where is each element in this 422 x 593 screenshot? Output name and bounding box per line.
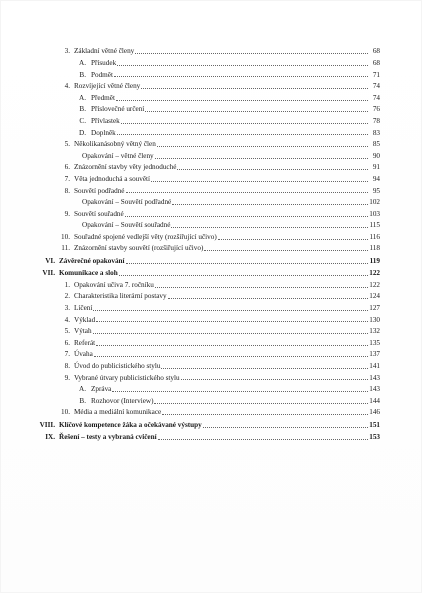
toc-entry-number: 10. xyxy=(61,232,70,241)
toc-entry-title xyxy=(20,176,151,183)
toc-entry-number: B. xyxy=(79,396,86,405)
toc-entry-label: Přívlastek xyxy=(91,116,120,125)
toc-entry-number: 10. xyxy=(61,408,70,417)
toc-entry-label: Znázornění stavby věty jednoduché xyxy=(74,163,177,172)
toc-entry-title xyxy=(20,258,126,265)
toc-entry-label: Zpráva xyxy=(91,385,112,394)
toc-entry-title xyxy=(20,363,161,370)
toc-entry-label: Příslovečné určení xyxy=(91,105,145,114)
toc-entry-title xyxy=(20,351,94,358)
toc-entry-title xyxy=(20,130,117,137)
dot-leader xyxy=(181,379,368,380)
toc-entry-number: VI. xyxy=(45,256,55,265)
dot-leader xyxy=(135,53,368,54)
toc-entry-page-number: 137 xyxy=(369,350,380,359)
toc-entry-number: 11. xyxy=(61,244,70,253)
toc-entry-title xyxy=(20,270,119,277)
toc-entry-label: Rozhovor (Interview) xyxy=(91,396,154,405)
toc-entry-title xyxy=(20,305,93,312)
toc-entry[interactable] xyxy=(20,312,380,324)
toc-entry-number: 8. xyxy=(64,186,70,195)
toc-entry[interactable] xyxy=(20,417,380,429)
toc-entry-label: Charakteristika literární postavy xyxy=(74,292,167,301)
toc-entry-title xyxy=(20,245,204,252)
toc-entry-label: Závěrečné opakování xyxy=(59,256,125,265)
toc-entry-number: A. xyxy=(79,58,86,67)
toc-entry-number: 9. xyxy=(64,373,70,382)
toc-entry-label: Média a mediální komunikace xyxy=(74,408,162,417)
toc-entry-page-number: 68 xyxy=(372,47,380,56)
toc-entry-title xyxy=(20,95,116,102)
toc-entry-number: A. xyxy=(79,385,86,394)
toc-entry-title xyxy=(20,398,154,405)
dot-leader xyxy=(177,169,368,170)
toc-entry-number: 6. xyxy=(64,163,70,172)
toc-entry[interactable] xyxy=(20,230,380,242)
toc-entry-title xyxy=(20,164,177,171)
toc-entry-title xyxy=(20,141,157,148)
dot-leader xyxy=(203,427,368,428)
toc-entry-title xyxy=(20,83,141,90)
toc-entry-number: VII. xyxy=(42,269,55,278)
toc-entry-page-number: 141 xyxy=(369,362,380,371)
toc-entry-number: 2. xyxy=(64,292,70,301)
toc-entry-label: Znázornění stavby souvětí (rozšiřující učivo) xyxy=(74,244,204,253)
toc-entry[interactable] xyxy=(20,148,380,160)
toc-entry-label: Souřadné spojené vedlejší věty (rozšiřující učivo) xyxy=(74,232,217,241)
toc-entry[interactable] xyxy=(20,206,380,218)
toc-entry-title xyxy=(20,340,96,347)
toc-entry[interactable] xyxy=(20,393,380,405)
toc-entry-page-number: 132 xyxy=(369,327,380,336)
toc-entry-number: VIII. xyxy=(39,420,55,429)
toc-entry-page-number: 74 xyxy=(372,82,380,91)
toc-entry-title xyxy=(20,222,171,229)
dot-leader xyxy=(114,76,368,77)
toc-entry-page-number: 78 xyxy=(372,116,380,125)
toc-entry-number: 4. xyxy=(64,82,70,91)
dot-leader xyxy=(162,414,368,415)
toc-entry-page-number: 103 xyxy=(369,209,380,218)
toc-entry-number: 7. xyxy=(64,174,70,183)
toc-entry-label: Opakování – Souvětí podřadné xyxy=(82,198,172,207)
toc-entry-page-number: 68 xyxy=(372,58,380,67)
table-of-contents xyxy=(20,44,380,441)
dot-leader xyxy=(155,158,368,159)
toc-entry-title xyxy=(20,282,155,289)
toc-entry-page-number: 122 xyxy=(369,280,380,289)
toc-entry-label: Opakování – Souvětí souřadné xyxy=(82,221,171,230)
toc-entry[interactable] xyxy=(20,301,380,313)
dot-leader xyxy=(93,310,368,311)
dot-leader xyxy=(117,134,368,135)
toc-entry-label: Věta jednoduchá a souvětí xyxy=(74,174,151,183)
toc-entry-page-number: 95 xyxy=(372,186,380,195)
toc-entry-page-number: 91 xyxy=(372,163,380,172)
toc-entry[interactable] xyxy=(20,79,380,91)
dot-leader xyxy=(172,204,368,205)
dot-leader xyxy=(157,146,368,147)
toc-entry-title xyxy=(20,375,181,382)
dot-leader xyxy=(145,111,368,112)
dot-leader xyxy=(121,123,368,124)
toc-entry-page-number: 122 xyxy=(369,269,380,278)
toc-entry-page-number: 85 xyxy=(372,140,380,149)
toc-entry-number: 1. xyxy=(64,280,70,289)
toc-entry[interactable] xyxy=(20,67,380,79)
dot-leader xyxy=(117,65,368,66)
dot-leader xyxy=(204,250,368,251)
toc-entry-page-number: 116 xyxy=(369,232,380,241)
toc-entry[interactable] xyxy=(20,172,380,184)
toc-entry-number: A. xyxy=(79,93,86,102)
toc-entry-page-number: 115 xyxy=(369,221,380,230)
toc-entry-title xyxy=(20,386,112,393)
toc-entry[interactable] xyxy=(20,382,380,394)
toc-entry-label: Opakování učiva 7. ročníku xyxy=(74,280,154,289)
dot-leader xyxy=(125,216,368,217)
toc-entry[interactable] xyxy=(20,405,380,417)
toc-entry-page-number: 71 xyxy=(372,70,380,79)
dot-leader xyxy=(155,287,368,288)
toc-entry-title xyxy=(20,60,117,67)
toc-entry-label: Souvětí souřadné xyxy=(74,209,124,218)
toc-entry-number: 7. xyxy=(64,350,70,359)
dot-leader xyxy=(218,239,368,240)
toc-entry-number: 4. xyxy=(64,315,70,324)
toc-entry[interactable] xyxy=(20,429,380,441)
toc-entry-label: Opakování – větné členy xyxy=(82,151,154,160)
dot-leader xyxy=(168,298,368,299)
toc-entry-label: Líčení xyxy=(74,304,93,313)
toc-entry-title xyxy=(20,317,96,324)
toc-entry-label: Vybrané útvary publicistického stylu xyxy=(74,373,180,382)
toc-entry[interactable] xyxy=(20,195,380,207)
toc-entry-page-number: 146 xyxy=(369,408,380,417)
toc-entry[interactable] xyxy=(20,241,380,253)
toc-entry-label: Základní větné členy xyxy=(74,47,135,56)
toc-entry[interactable] xyxy=(20,183,380,195)
toc-entry[interactable] xyxy=(20,253,380,265)
toc-entry-label: Rozvíjející větné členy xyxy=(74,82,141,91)
dot-leader xyxy=(141,88,368,89)
toc-entry-title xyxy=(20,153,155,160)
toc-entry-page-number: 143 xyxy=(369,385,380,394)
toc-entry[interactable] xyxy=(20,137,380,149)
dot-leader xyxy=(126,192,368,193)
dot-leader xyxy=(94,356,368,357)
toc-entry-page-number: 124 xyxy=(369,292,380,301)
dot-leader xyxy=(171,227,368,228)
toc-entry[interactable] xyxy=(20,359,380,371)
toc-entry-page-number: 144 xyxy=(369,396,380,405)
dot-leader xyxy=(116,100,368,101)
toc-entry-label: Řešení – testy a vybraná cvičení xyxy=(59,433,157,442)
toc-entry-page-number: 94 xyxy=(372,174,380,183)
toc-entry[interactable] xyxy=(20,56,380,68)
toc-entry-number: 3. xyxy=(64,304,70,313)
toc-entry-page-number: 119 xyxy=(369,256,380,265)
toc-entry[interactable] xyxy=(20,335,380,347)
toc-entry-label: Úvaha xyxy=(74,350,93,359)
dot-leader xyxy=(161,368,368,369)
dot-leader xyxy=(96,345,368,346)
dot-leader xyxy=(96,321,368,322)
toc-entry-page-number: 153 xyxy=(369,433,380,442)
toc-entry-title xyxy=(20,48,135,55)
dot-leader xyxy=(93,333,368,334)
toc-entry[interactable] xyxy=(20,125,380,137)
dot-leader xyxy=(158,439,368,440)
toc-entry-title xyxy=(20,422,203,429)
toc-entry-title xyxy=(20,434,158,441)
toc-entry-number: 5. xyxy=(64,327,70,336)
toc-entry-number: D. xyxy=(79,128,86,137)
toc-entry-number: B. xyxy=(79,105,86,114)
toc-entry-label: Předmět xyxy=(91,93,115,102)
toc-entry[interactable] xyxy=(20,324,380,336)
toc-entry-page-number: 74 xyxy=(372,93,380,102)
toc-entry-page-number: 143 xyxy=(369,373,380,382)
toc-entry-page-number: 130 xyxy=(369,315,380,324)
toc-entry-title xyxy=(20,211,125,218)
dot-leader xyxy=(151,181,368,182)
toc-entry-number: B. xyxy=(79,70,86,79)
toc-entry[interactable] xyxy=(20,44,380,56)
toc-entry-title xyxy=(20,409,162,416)
toc-entry-title xyxy=(20,328,93,335)
toc-entry-title xyxy=(20,199,172,206)
toc-entry-number: IX. xyxy=(45,433,55,442)
toc-entry-title xyxy=(20,293,168,300)
toc-entry-title xyxy=(20,234,218,241)
toc-entry[interactable] xyxy=(20,160,380,172)
toc-entry[interactable] xyxy=(20,90,380,102)
toc-entry-number: 8. xyxy=(64,362,70,371)
toc-entry-page-number: 83 xyxy=(372,128,380,137)
toc-entry-page-number: 127 xyxy=(369,304,380,313)
toc-entry-number: 6. xyxy=(64,338,70,347)
toc-entry-label: Souvětí podřadné xyxy=(74,186,125,195)
toc-entry[interactable] xyxy=(20,277,380,289)
toc-entry-page-number: 102 xyxy=(369,198,380,207)
toc-entry[interactable] xyxy=(20,370,380,382)
toc-entry-number: C. xyxy=(79,116,86,125)
toc-entry-page-number: 76 xyxy=(372,105,380,114)
toc-entry-label: Klíčové kompetence žáka a očekávané výstupy xyxy=(59,420,202,429)
toc-entry-label: Komunikace a sloh xyxy=(59,269,118,278)
toc-entry[interactable] xyxy=(20,218,380,230)
toc-entry-title xyxy=(20,188,126,195)
toc-entry-number: 3. xyxy=(64,47,70,56)
dot-leader xyxy=(154,403,368,404)
toc-entry-number: 9. xyxy=(64,209,70,218)
toc-entry[interactable] xyxy=(20,114,380,126)
dot-leader xyxy=(119,275,368,276)
dot-leader xyxy=(126,263,368,264)
toc-entry-label: Úvod do publicistického stylu xyxy=(74,362,161,371)
toc-entry-page-number: 118 xyxy=(369,244,380,253)
toc-entry-label: Referát xyxy=(74,338,96,347)
toc-entry-label: Doplněk xyxy=(91,128,116,137)
toc-entry-page-number: 90 xyxy=(372,151,380,160)
toc-entry-title xyxy=(20,118,121,125)
toc-entry-label: Přísudek xyxy=(91,58,117,67)
dot-leader xyxy=(112,391,368,392)
toc-entry-page-number: 151 xyxy=(369,420,380,429)
toc-entry[interactable] xyxy=(20,347,380,359)
toc-entry-label: Několikanásobný větný člen xyxy=(74,140,156,149)
toc-entry-label: Výklad xyxy=(74,315,96,324)
toc-entry[interactable] xyxy=(20,265,380,277)
toc-entry-label: Podmět xyxy=(91,70,113,79)
toc-entry-number: 5. xyxy=(64,140,70,149)
toc-entry-label: Výtah xyxy=(74,327,92,336)
toc-entry[interactable] xyxy=(20,289,380,301)
toc-entry[interactable] xyxy=(20,102,380,114)
toc-entry-title xyxy=(20,106,145,113)
toc-entry-page-number: 135 xyxy=(369,338,380,347)
toc-entry-title xyxy=(20,72,114,79)
